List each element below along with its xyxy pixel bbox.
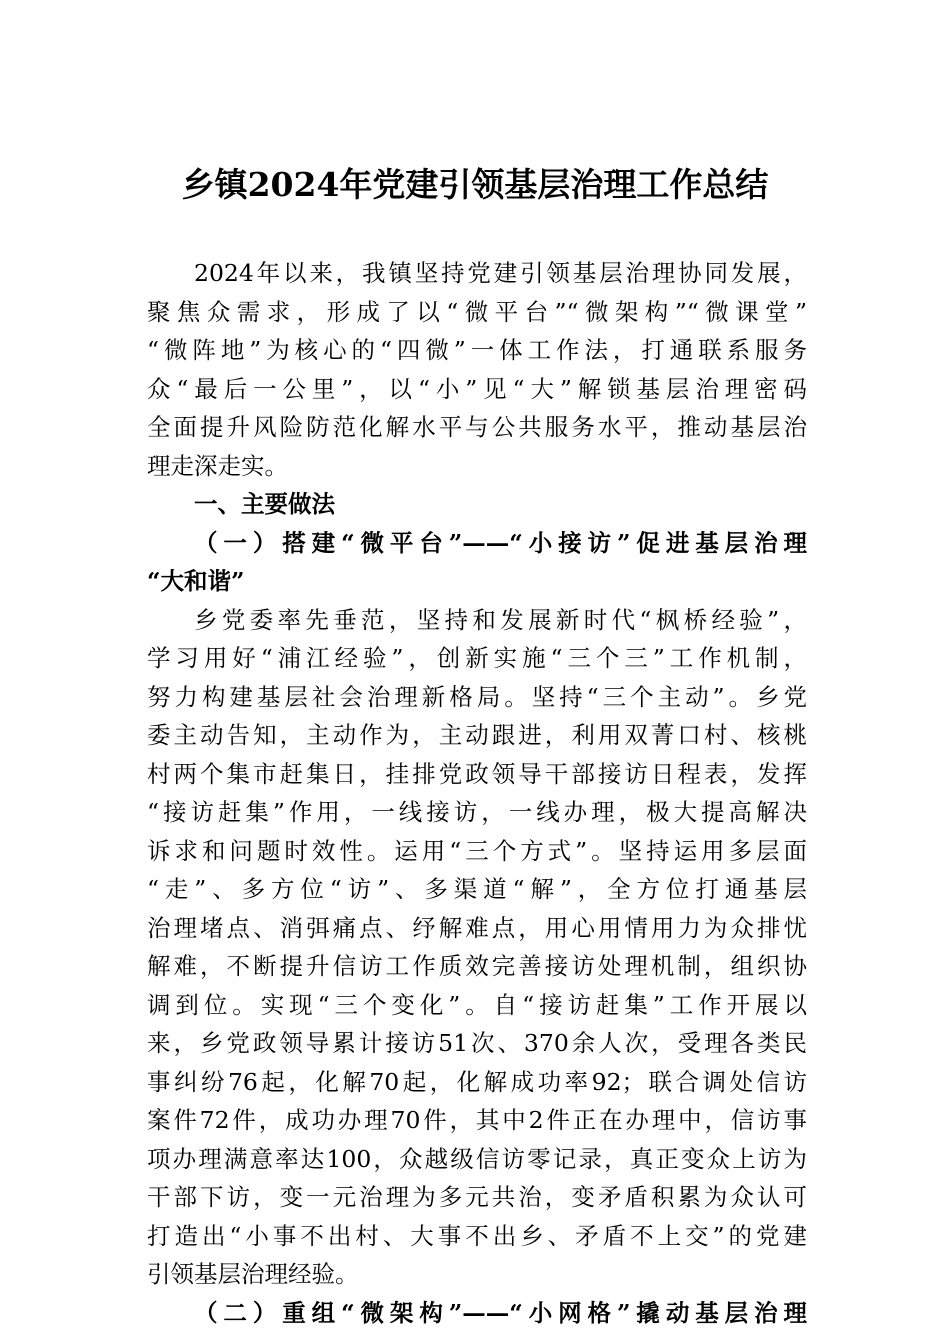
body-line: 学习用好“浦江经验”，创新实施“三个三”工作机制， [147, 644, 807, 672]
intro-line: 全面提升风险防范化解水平与公共服务水平，推动基层治 [147, 413, 807, 441]
subsection-heading: （二）重组“微架构”——“小网格”撬动基层治理 [194, 1298, 807, 1327]
intro-line: “微阵地”为核心的“四微”一体工作法，打通联系服务 [147, 336, 807, 364]
body-line: 村两个集市赶集日，挂排党政领导干部接访日程表，发挥 [147, 759, 807, 788]
body-line: 打造出“小事不出村、大事不出乡、矛盾不上交”的党建 [147, 1221, 807, 1250]
body-line: 解难，不断提升信访工作质效完善接访处理机制，组织协 [147, 952, 807, 980]
body-line: 委主动告知，主动作为，主动跟进，利用双菁口村、核桃 [147, 721, 807, 749]
body-line: “走”、多方位“访”、多渠道“解”，全方位打通基层 [147, 875, 807, 903]
body-line: 案件72件，成功办理70件，其中2件正在办理中，信访事 [147, 1106, 807, 1134]
body-line: 治理堵点、消弭痛点、纾解难点，用心用情用力为众排忧 [147, 913, 807, 942]
subsection-heading: （一）搭建“微平台”——“小接访”促进基层治理 [194, 528, 807, 557]
body-line: 来，乡党政领导累计接访51次、370余人次，受理各类民 [147, 1029, 807, 1057]
body-line: 乡党委率先垂范，坚持和发展新时代“枫桥经验”， [194, 605, 807, 634]
body-line: “接访赶集”作用，一线接访，一线办理，极大提高解决 [147, 798, 807, 826]
intro-line: 众“最后一公里”，以“小”见“大”解锁基层治理密码 [147, 374, 807, 403]
body-line: 干部下访，变一元治理为多元共治，变矛盾积累为众认可 [147, 1183, 807, 1211]
section-heading: 一、主要做法 [194, 490, 335, 518]
intro-line: 理走深走实。 [147, 451, 288, 480]
document-body [147, 254, 807, 1332]
body-line: 努力构建基层社会治理新格局。坚持“三个主动”。乡党 [147, 682, 807, 711]
intro-line: 聚焦众需求，形成了以“微平台”“微架构”“微课堂” [147, 297, 807, 326]
body-line: 调到位。实现“三个变化”。自“接访赶集”工作开展以 [147, 990, 807, 1019]
body-line: 引领基层治理经验。 [147, 1260, 359, 1288]
body-line: 事纠纷76起，化解70起，化解成功率92；联合调处信访 [147, 1067, 807, 1096]
document-title: 乡镇2024年党建引领基层治理工作总结 [181, 165, 769, 204]
body-line: 诉求和问题时效性。运用“三个方式”。坚持运用多层面 [147, 836, 807, 865]
body-line: 项办理满意率达100，众越级信访零记录，真正变众上访为 [147, 1144, 807, 1173]
subsection-heading: “大和谐” [147, 567, 245, 595]
intro-line: 2024年以来，我镇坚持党建引领基层治理协同发展， [194, 259, 807, 287]
